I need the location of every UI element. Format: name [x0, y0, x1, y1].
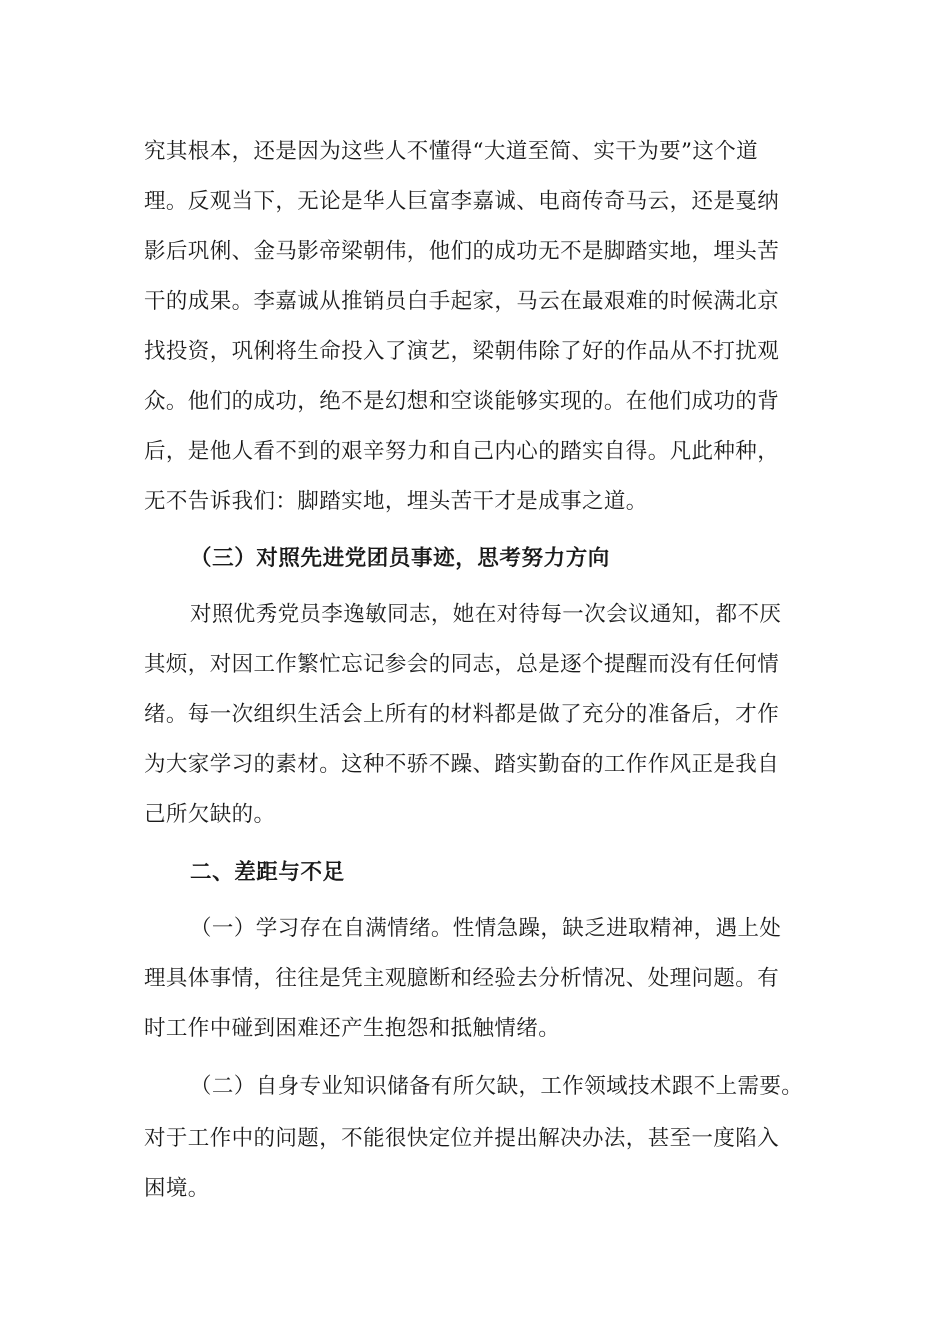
paragraph-line: 其烦，对因工作繁忙忘记参会的同志，总是逐个提醒而没有任何情	[144, 652, 780, 677]
section-heading: 二、差距与不足	[190, 860, 345, 885]
paragraph-line: 理具体事情，往往是凭主观臆断和经验去分析情况、处理问题。有	[144, 966, 780, 991]
paragraph-line: 为大家学习的素材。这种不骄不躁、踏实勤奋的工作作风正是我自	[144, 752, 780, 777]
paragraph-line: 究其根本，还是因为这些人不懂得“大道至简、实干为要”这个道	[144, 139, 759, 164]
paragraph-line: 理。反观当下，无论是华人巨富李嘉诚、电商传奇马云，还是戛纳	[144, 189, 780, 214]
paragraph-line: 干的成果。李嘉诚从推销员白手起家，马云在最艰难的时候满北京	[144, 289, 780, 314]
paragraph-line: 影后巩俐、金马影帝梁朝伟，他们的成功无不是脚踏实地，埋头苦	[144, 239, 780, 264]
paragraph-line: 时工作中碰到困难还产生抱怨和抵触情绪。	[144, 1016, 561, 1041]
paragraph-line: 对于工作中的问题，不能很快定位并提出解决办法，甚至一度陷入	[144, 1126, 780, 1151]
paragraph-line: （二）自身专业知识储备有所欠缺，工作领域技术跟不上需要。	[190, 1074, 804, 1099]
paragraph-line: 众。他们的成功，绝不是幻想和空谈能够实现的。在他们成功的背	[144, 389, 780, 414]
paragraph-line: 己所欠缺的。	[144, 802, 276, 827]
paragraph-line: 困境。	[144, 1176, 210, 1201]
paragraph-line: 对照优秀党员李逸敏同志，她在对待每一次会议通知，都不厌	[190, 602, 782, 627]
paragraph-line: （一）学习存在自满情绪。性情急躁，缺乏进取精神，遇上处	[190, 916, 782, 941]
paragraph-line: 绪。每一次组织生活会上所有的材料都是做了充分的准备后，才作	[144, 702, 780, 727]
paragraph-line: 后，是他人看不到的艰辛努力和自己内心的踏实自得。凡此种种，	[144, 439, 780, 464]
section-heading: （三）对照先进党团员事迹，思考努力方向	[190, 546, 610, 571]
paragraph-line: 找投资，巩俐将生命投入了演艺，梁朝伟除了好的作品从不打扰观	[144, 339, 780, 364]
paragraph-line: 无不告诉我们：脚踏实地，埋头苦干才是成事之道。	[144, 489, 648, 514]
